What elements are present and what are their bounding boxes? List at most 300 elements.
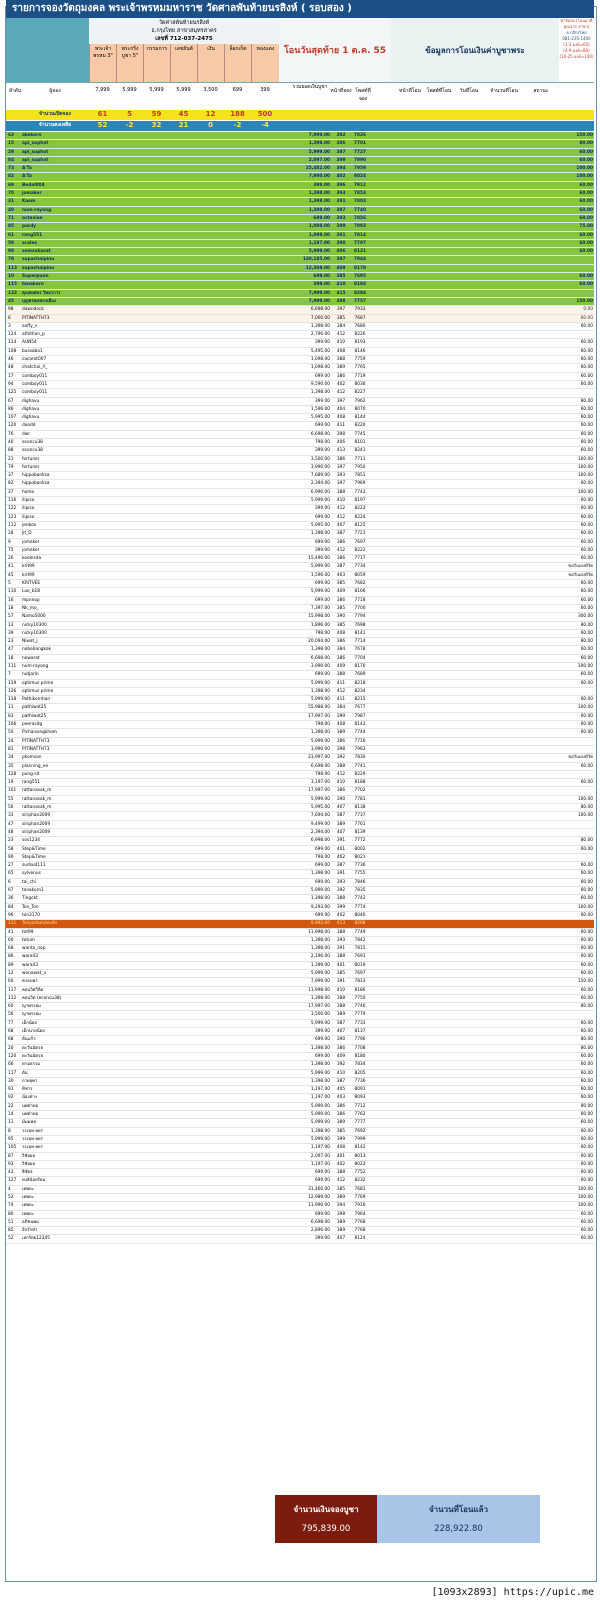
table-row xyxy=(6,1036,594,1044)
row-page: 386 xyxy=(336,1112,346,1118)
table-row xyxy=(6,406,594,414)
table-row xyxy=(6,489,594,497)
row-no: 28 xyxy=(8,531,14,537)
row-post: 8170 xyxy=(354,664,366,669)
row-paid: 60.00 xyxy=(580,763,593,769)
row-post: 7916 xyxy=(354,1203,366,1209)
row-post: 7963 xyxy=(354,746,366,752)
bank-line-2: ธ.กรุงไทย สาขาสมุทรสาคร xyxy=(151,28,217,34)
row-paid: 60.00 xyxy=(580,730,593,736)
row-total: 2,394.00 xyxy=(310,829,330,835)
table-row xyxy=(6,555,594,563)
table-row xyxy=(6,1111,594,1119)
row-post: 7733 xyxy=(354,1020,366,1026)
row-post: 7737 xyxy=(354,813,366,819)
row-no: 80 xyxy=(8,1211,14,1217)
row-post: 8234 xyxy=(354,688,366,694)
row-total: 17,997.00 xyxy=(308,713,330,719)
category-7: ทองแดง xyxy=(251,44,279,82)
row-page: 409 xyxy=(336,589,346,595)
row-paid: 100.00 xyxy=(577,664,593,669)
row-page: 399 xyxy=(336,157,346,163)
row-post: 7695 xyxy=(354,274,366,280)
row-post: 7835 xyxy=(354,888,366,894)
table-row xyxy=(6,447,594,455)
table-row xyxy=(6,1103,594,1111)
row-no: 70 xyxy=(8,191,14,197)
table-row xyxy=(6,398,594,406)
table-row xyxy=(6,787,594,795)
row-user: siriphan2009 xyxy=(22,821,51,827)
summary-remaining-2: -2 xyxy=(125,121,134,129)
row-post: 8144 xyxy=(354,415,366,421)
row-paid: 60.00 xyxy=(580,581,593,587)
row-post: 7678 xyxy=(354,647,366,653)
table-row xyxy=(6,572,594,580)
table-row xyxy=(6,1219,594,1227)
row-total: 15,998.00 xyxy=(308,614,330,620)
row-total: 2,097.00 xyxy=(310,1153,330,1159)
row-paid: 80.00 xyxy=(579,141,593,147)
summary-booked-5: 12 xyxy=(205,110,216,118)
table-row xyxy=(6,837,594,845)
row-user: wara43 xyxy=(22,954,39,960)
transfer-header: ข้อมูลการโอนเงินค่าบูชาพระ xyxy=(391,18,559,82)
row-paid: 150.00 xyxy=(576,133,593,138)
row-post: 8215 xyxy=(354,697,366,703)
row-no: 33 xyxy=(8,813,14,819)
price-4: 5,999 xyxy=(176,87,191,93)
row-page: 391 xyxy=(336,871,346,877)
note-line: ค่าจัดส่ง (โอนมาที่ คุณจาร สาขา) xyxy=(560,18,593,29)
row-page: 398 xyxy=(336,1211,346,1217)
row-no: 88 xyxy=(8,448,14,454)
row-no: 116 xyxy=(8,498,17,504)
row-user: pathiwat25 xyxy=(22,713,47,719)
row-total: 5,999.00 xyxy=(310,680,330,686)
row-user: ตะวันฉัตรย xyxy=(22,1053,43,1059)
row-paid: 60.00 xyxy=(580,357,593,363)
row-paid: ขอรับเองที่วัด xyxy=(568,755,593,761)
row-page: 398 xyxy=(336,746,346,752)
row-paid: 60.00 xyxy=(579,240,593,246)
col-header-status: สถานะ xyxy=(533,88,549,94)
row-paid: 60.00 xyxy=(580,498,593,504)
row-total: 1,197.00 xyxy=(308,240,330,246)
row-total: 7,689.00 xyxy=(310,473,330,479)
table-row xyxy=(6,962,594,970)
table-row xyxy=(6,298,594,306)
row-total: 1,398.00 xyxy=(310,1078,330,1084)
row-no: 67 xyxy=(8,888,14,894)
row-paid: 60.00 xyxy=(580,871,593,877)
row-post: 7741 xyxy=(354,763,366,769)
row-post: 7746 xyxy=(354,1004,366,1010)
row-total: 5,995.00 xyxy=(310,415,330,421)
table-row xyxy=(6,414,594,422)
row-post: 7781 xyxy=(354,796,366,802)
row-page: 386 xyxy=(336,639,346,645)
table-row xyxy=(6,646,594,654)
row-post: 7834 xyxy=(354,1062,366,1068)
row-page: 386 xyxy=(336,539,346,545)
row-paid: 60.00 xyxy=(580,713,593,719)
row-total: 1,398.00 xyxy=(310,323,330,329)
col-header-user: ผู้จอง xyxy=(49,88,61,94)
row-user: PITINATTH73 xyxy=(22,738,50,744)
row-user: คอนวิด (econcu38) xyxy=(22,995,62,1001)
row-no: 132 xyxy=(8,290,17,296)
row-total: 699.00 xyxy=(314,879,330,885)
row-total: 11,990.00 xyxy=(308,1203,330,1209)
row-total: 7,694.00 xyxy=(310,813,330,819)
row-total: 3,500.00 xyxy=(310,456,330,462)
row-no: 92 xyxy=(8,1095,14,1101)
row-user: pkomsan xyxy=(22,755,42,761)
row-post: 8091 xyxy=(354,1087,366,1093)
row-user: Jit_D xyxy=(22,531,32,537)
row-user: dighavu xyxy=(22,415,40,421)
row-no: 18 xyxy=(8,605,14,611)
row-post: 8024 xyxy=(354,174,366,180)
note-line: (10-25 องค์=100) xyxy=(559,54,594,59)
table-row xyxy=(6,1053,594,1061)
row-total: 9,993.00 xyxy=(310,921,330,927)
row-post: 7987 xyxy=(354,713,366,719)
row-paid: 80.00 xyxy=(580,805,593,811)
row-page: 407 xyxy=(336,1029,346,1035)
row-no: 107 xyxy=(8,415,17,421)
row-post: 7853 xyxy=(354,191,366,197)
table-row xyxy=(6,514,594,522)
row-paid: 60.00 xyxy=(580,481,593,487)
row-total: 798.00 xyxy=(314,439,330,445)
row-user: น้องต่าง xyxy=(22,1095,37,1101)
row-total: 7,397.00 xyxy=(310,605,330,611)
row-post: 7933 xyxy=(354,307,366,313)
row-page: 387 xyxy=(336,1020,346,1026)
row-user: Tingckt xyxy=(22,896,38,902)
row-page: 399 xyxy=(336,1136,346,1142)
row-total: 3,990.00 xyxy=(310,464,330,470)
row-total: 1,398.00 xyxy=(310,896,330,902)
row-no: 94 xyxy=(8,381,14,387)
table-row xyxy=(6,754,594,762)
row-user: nicky10300 xyxy=(22,622,47,628)
row-no: 96 xyxy=(8,912,14,918)
row-page: 405 xyxy=(336,1087,346,1093)
row-paid: 0.00 xyxy=(583,307,593,313)
row-post: 8284 xyxy=(354,290,366,296)
row-user: A'Ta xyxy=(22,174,32,180)
row-user: pathiwat25 xyxy=(22,705,47,711)
row-total: 1,398.00 xyxy=(310,1045,330,1051)
row-no: 125 xyxy=(8,390,17,396)
row-total: 12,989.00 xyxy=(308,1195,330,1200)
row-paid: 60.00 xyxy=(580,381,593,387)
row-user: Lue_b18 xyxy=(22,589,41,595)
row-user: AUN54 xyxy=(22,340,37,346)
row-post: 7962 xyxy=(354,398,366,404)
price-6: 699 xyxy=(232,87,243,93)
row-user: wonawat_v xyxy=(22,970,47,976)
table-row xyxy=(6,505,594,513)
row-post: 7851 xyxy=(354,473,366,479)
row-paid: 60.00 xyxy=(580,1219,593,1225)
bank-line-3: เลขที่ 712-037-2475 xyxy=(155,36,213,42)
col-header-no: ลำดับ xyxy=(8,88,22,94)
row-total: 699.00 xyxy=(314,1170,330,1176)
row-user: totum xyxy=(22,937,35,943)
row-no: 95 xyxy=(8,1136,14,1142)
row-no: 82 xyxy=(8,174,14,180)
table-row xyxy=(6,265,594,273)
row-page: 392 xyxy=(336,1062,346,1068)
row-post: 7779 xyxy=(354,1012,366,1018)
row-total: 699.00 xyxy=(314,1211,330,1217)
row-total: 17,997.00 xyxy=(308,788,330,794)
row-total: 699.00 xyxy=(314,1037,330,1043)
row-paid: 60.00 xyxy=(580,697,593,703)
row-post: 7744 xyxy=(354,730,366,736)
row-user: นพต่ายอ xyxy=(22,1112,39,1118)
row-paid: 60.00 xyxy=(580,365,593,371)
row-no: 74 xyxy=(8,1203,14,1209)
row-paid: 60.00 xyxy=(580,1128,593,1134)
row-no: 6 xyxy=(8,315,11,321)
row-paid: 60.00 xyxy=(580,1078,593,1084)
row-total: 399.00 xyxy=(314,1029,330,1035)
row-post: 7698 xyxy=(354,622,366,628)
row-total: 17,997.00 xyxy=(308,1004,330,1010)
row-total: 7,980.00 xyxy=(308,174,330,180)
table-row xyxy=(6,223,594,231)
row-page: 387 xyxy=(336,531,346,537)
row-no: 6 xyxy=(8,879,11,885)
summary-remaining-7: -4 xyxy=(261,121,269,129)
row-page: 391 xyxy=(336,979,346,985)
table-row xyxy=(6,978,594,986)
row-no: 47 xyxy=(8,647,14,653)
row-paid: 60.00 xyxy=(580,780,593,786)
row-page: 390 xyxy=(336,614,346,620)
row-total: 2,097.00 xyxy=(308,157,330,163)
row-no: 17 xyxy=(8,373,14,379)
table-row xyxy=(6,887,594,895)
row-user: optimus prime xyxy=(22,688,54,694)
table-row xyxy=(6,348,594,356)
row-page: 408 xyxy=(336,722,346,728)
row-no: 131 xyxy=(8,921,17,927)
table-row xyxy=(6,655,594,663)
row-no: 84 xyxy=(8,157,14,163)
row-paid: 60.00 xyxy=(580,1112,593,1118)
row-user: Pichaisongkham xyxy=(22,730,57,736)
row-post: 7950 xyxy=(354,464,366,470)
row-paid: 60.00 xyxy=(579,282,593,288)
row-paid: 100.00 xyxy=(577,813,593,819)
row-user: mpnnop xyxy=(22,597,40,603)
row-paid: 60.00 xyxy=(580,315,593,321)
row-post: 7749 xyxy=(354,929,366,935)
row-no: 98 xyxy=(8,307,14,313)
row-paid: 60.00 xyxy=(580,506,593,512)
table-row xyxy=(6,895,594,903)
row-no: 112 xyxy=(8,995,17,1001)
row-total: 6,698.00 xyxy=(310,307,330,313)
total-transferred-value: 228,922.80 xyxy=(434,1524,483,1534)
row-no: 60 xyxy=(8,937,14,943)
row-paid: 80.00 xyxy=(580,1004,593,1010)
row-paid: 60.00 xyxy=(580,680,593,686)
row-post: 7990 xyxy=(354,157,366,163)
row-total: 9,293.00 xyxy=(310,904,330,910)
row-total: 1,398.00 xyxy=(308,199,330,205)
row-post: 7689 xyxy=(354,672,366,678)
row-post: 8142 xyxy=(354,1145,366,1151)
row-total: 31,460.00 xyxy=(308,1186,330,1192)
row-no: 81 xyxy=(8,746,14,752)
table-row xyxy=(6,622,594,630)
row-page: 388 xyxy=(336,357,346,363)
row-page: 404 xyxy=(336,406,346,412)
summary-remaining-6: -2 xyxy=(233,121,242,129)
row-user: Ton_Ton xyxy=(22,904,39,910)
row-user: ตามธรรม xyxy=(22,1062,41,1068)
price-3: 5,999 xyxy=(149,87,164,93)
row-total: 3,990.00 xyxy=(310,664,330,669)
row-paid: 100.00 xyxy=(577,796,593,802)
row-no: 26 xyxy=(8,556,14,562)
row-no: 128 xyxy=(8,771,17,777)
row-post: 7769 xyxy=(354,1195,366,1200)
row-page: 390 xyxy=(336,240,346,246)
row-page: 390 xyxy=(336,1037,346,1043)
row-no: 48 xyxy=(8,829,14,835)
table-row xyxy=(6,281,594,289)
table-row xyxy=(6,464,594,472)
row-paid: 60.00 xyxy=(580,415,593,421)
row-user: ต้นแก้ว xyxy=(22,1037,36,1043)
row-user: aoffy_s xyxy=(22,323,38,329)
category-3: กรรมการ xyxy=(143,44,170,82)
row-no: 14 xyxy=(8,1112,14,1118)
row-no: 43 xyxy=(8,1170,14,1176)
row-total: 7,999.00 xyxy=(308,133,330,138)
row-paid: 60.00 xyxy=(580,1228,593,1234)
row-no: 45 xyxy=(8,572,14,578)
row-user: อภิชนพม xyxy=(22,1219,39,1225)
row-user: num-rayong xyxy=(22,664,49,669)
row-user: ญาพรรยม xyxy=(22,1004,41,1010)
table-row xyxy=(6,613,594,621)
row-page: 397 xyxy=(336,398,346,404)
row-no: 111 xyxy=(8,664,17,669)
row-page: 387 xyxy=(336,863,346,869)
row-paid: 60.00 xyxy=(580,962,593,968)
table-row xyxy=(6,912,594,920)
table-row xyxy=(6,198,594,206)
row-post: 7687 xyxy=(354,315,366,321)
row-page: 412 xyxy=(336,332,346,338)
table-row xyxy=(6,663,594,671)
row-page: 386 xyxy=(336,141,346,147)
row-paid: 100.00 xyxy=(576,174,593,180)
row-user: akekorn xyxy=(22,133,42,138)
row-no: 71 xyxy=(8,215,14,221)
row-no: 126 xyxy=(8,688,17,694)
row-total: 399.00 xyxy=(314,1236,330,1242)
row-page: 401 xyxy=(336,846,346,852)
row-page: 394 xyxy=(336,1203,346,1209)
row-post: 7814 xyxy=(354,232,366,238)
row-user: ton3170 xyxy=(22,912,40,918)
row-post: 7697 xyxy=(354,970,366,976)
image-credit: [1093x2893] https://upic.me xyxy=(431,1587,594,1598)
row-post: 8002 xyxy=(354,846,366,852)
row-user: octavian xyxy=(22,215,43,221)
row-no: 30 xyxy=(8,1078,14,1084)
row-user: api_suphot xyxy=(22,141,49,147)
row-no: 48 xyxy=(8,365,14,371)
row-post: 8040 xyxy=(354,912,366,918)
row-paid: 100.00 xyxy=(576,166,593,172)
row-user: Superpunn xyxy=(22,274,49,280)
row-total: 11,998.00 xyxy=(308,987,330,993)
row-paid: 60.00 xyxy=(580,1095,593,1101)
row-total: 2,394.00 xyxy=(310,481,330,487)
row-post: 8137 xyxy=(354,1029,366,1035)
row-post: 7796 xyxy=(354,1037,366,1043)
table-row xyxy=(6,1070,594,1078)
row-page: 393 xyxy=(336,191,346,197)
summary-booked-2: 5 xyxy=(127,110,132,118)
table-row xyxy=(6,879,594,887)
note-line: ธ.กสิกรไทย xyxy=(566,30,587,35)
table-row xyxy=(6,1003,594,1011)
table-row xyxy=(6,1211,594,1219)
row-page: 388 xyxy=(336,672,346,678)
col-header-total: รวมยอดเงินบูชา xyxy=(292,84,328,90)
row-total: 699.00 xyxy=(314,373,330,379)
row-total: 1,398.00 xyxy=(310,531,330,537)
table-row xyxy=(6,1186,594,1194)
row-no: 60 xyxy=(8,1004,14,1010)
row-total: 7,999.00 xyxy=(308,290,330,296)
category-6: ล็อกเก็ต xyxy=(224,44,251,82)
row-post: 7993 xyxy=(354,224,366,230)
row-page: 411 xyxy=(336,423,346,429)
summary-booked-7: 500 xyxy=(257,110,273,118)
row-no: 5 xyxy=(8,581,11,587)
row-no: 118 xyxy=(8,697,17,703)
row-user: comboy011 xyxy=(22,381,48,387)
row-user: nobebangkok xyxy=(22,647,51,653)
table-row xyxy=(6,240,594,248)
table-row xyxy=(6,157,594,165)
row-total: 399.00 xyxy=(314,547,330,553)
row-paid: 60.00 xyxy=(579,274,593,280)
row-no: 66 xyxy=(8,1062,14,1068)
row-paid: 60.00 xyxy=(580,1136,593,1142)
row-no: 12 xyxy=(8,970,14,976)
row-post: 7711 xyxy=(354,456,366,462)
row-paid: 60.00 xyxy=(580,340,593,346)
row-page: 388 xyxy=(336,1004,346,1010)
row-total: 699.00 xyxy=(314,539,330,545)
row-total: 399.00 xyxy=(314,340,330,346)
row-paid: 100.00 xyxy=(577,705,593,711)
